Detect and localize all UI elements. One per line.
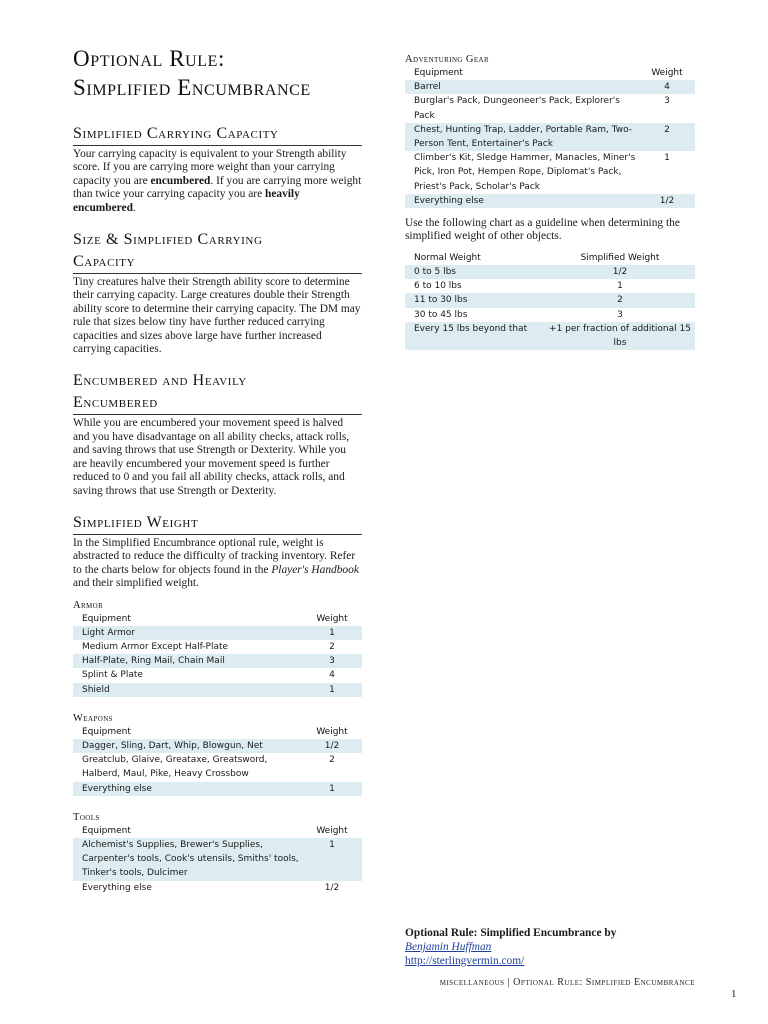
weight-cell: 4 <box>639 80 695 94</box>
table-row <box>405 151 695 194</box>
simplified-weight-column-header: Simplified Weight <box>580 252 660 263</box>
weight-cell: 1 <box>302 838 362 881</box>
item-cell: Medium Armor Except Half-Plate <box>82 641 229 652</box>
armor-table-block <box>73 600 362 697</box>
tools-table-body <box>73 838 362 895</box>
encumbered-heading-line2: Encumbered <box>73 394 158 412</box>
page-title-line2: Simplified Encumbrance <box>73 75 311 100</box>
table-header-row <box>73 612 362 626</box>
capacity-paragraph <box>73 148 362 215</box>
page-number: 1 <box>731 988 737 1000</box>
conversion-table-body <box>405 265 695 350</box>
armor-table-title: Armor <box>73 599 104 611</box>
weight-cell: 4 <box>329 670 335 681</box>
armor-table-body <box>73 626 362 697</box>
weapons-table-block <box>73 713 362 796</box>
encumbered-term: encumbered <box>150 174 211 187</box>
normal-weight-column-header: Normal Weight <box>414 252 481 263</box>
equipment-column-header: Equipment <box>82 726 131 737</box>
table-row <box>73 753 362 781</box>
table-header-row <box>405 251 695 265</box>
armor-table <box>73 612 362 697</box>
table-row <box>73 683 362 697</box>
item-cell: Barrel <box>405 80 639 94</box>
table-header-row <box>73 725 362 739</box>
weight-text-b: and their simplified weight. <box>73 577 199 590</box>
gear-table-title: Adventuring Gear <box>405 54 490 65</box>
size-heading-line1: Size & Simplified Carrying <box>73 231 263 249</box>
website-link[interactable]: http://sterlingvermin.com/ <box>405 955 525 967</box>
weight-cell: 2 <box>329 755 335 766</box>
table-row <box>405 279 695 293</box>
conversion-intro: Use the following chart as a guideline when determining the simplified weight of other objects. <box>405 217 680 243</box>
weapons-table-title: Weapons <box>73 712 113 724</box>
table-row <box>73 640 362 654</box>
equipment-column-header: Equipment <box>82 613 131 624</box>
credit-title: Optional Rule: Simplified Encumbrance by <box>405 927 617 939</box>
weight-heading: Simplified Weight <box>73 512 362 535</box>
capacity-text-b: . If you are carrying more weight than twice your carrying capacity you are <box>73 174 362 201</box>
capacity-heading: Simplified Carrying Capacity <box>73 123 362 146</box>
credit-block <box>405 926 705 968</box>
weight-cell: 1 <box>617 281 623 292</box>
item-cell: Splint & Plate <box>82 670 143 681</box>
footer-doc-title: Optional Rule: Simplified Encumbrance <box>513 977 695 988</box>
page-title-line1: Optional Rule: <box>73 46 226 71</box>
players-handbook-title: Player's Handbook <box>271 563 359 576</box>
weight-cell: 2 <box>329 641 335 652</box>
table-row <box>405 94 695 122</box>
weight-cell: 2 <box>545 293 695 307</box>
gear-table <box>405 66 695 208</box>
item-cell: Chest, Hunting Trap, Ladder, Portable Ram, Two-Person Tent, Entertainer's Pack <box>405 123 639 151</box>
table-row <box>73 782 362 796</box>
table-row <box>405 322 695 350</box>
table-row <box>405 80 695 94</box>
size-section <box>73 229 362 356</box>
item-cell: Burglar's Pack, Dungeoneer's Pack, Explorer's Pack <box>414 96 620 121</box>
size-heading-line2: Capacity <box>73 253 136 271</box>
weapons-table-body <box>73 739 362 796</box>
weight-cell: 1 <box>302 626 362 640</box>
weight-cell: +1 per fraction of additional 15 lbs <box>545 322 695 350</box>
capacity-text-c: . <box>132 201 136 214</box>
table-row <box>405 293 695 307</box>
encumbered-paragraph: While you are encumbered your movement speed is halved and you have disadvantage on all ability checks, attack rolls, and saving throws that use Strength or Dexterity. While you are heavily encumbered your movement speed is further reduced to 0 and you fail all ability checks, attack rolls, and saving throws that use Strength or Dexterity. <box>73 417 350 497</box>
weight-cell: 1/2 <box>324 882 340 893</box>
page-title <box>73 44 362 102</box>
table-row <box>73 838 362 881</box>
item-cell: Everything else <box>82 882 152 893</box>
weight-column-header: Weight <box>316 726 348 737</box>
item-cell: Every 15 lbs beyond that <box>405 322 545 350</box>
item-cell: Everything else <box>405 194 639 208</box>
gear-table-block <box>405 54 695 208</box>
table-header-row <box>405 66 695 80</box>
weight-text-a: In the Simplified Encumbrance optional rule, weight is abstracted to reduce the difficulty of tracking inventory. Refer to the charts below for objects found in the <box>73 536 356 576</box>
weight-cell: 1/2 <box>302 739 362 753</box>
item-cell: Climber's Kit, Sledge Hammer, Manacles, Miner's Pick, Iron Pot, Hempen Rope, Diplomat's Pack, Priest's Pack, Scholar's Pack <box>414 153 636 192</box>
weight-paragraph <box>73 537 362 591</box>
encumbered-section <box>73 370 362 497</box>
weight-column-header: Weight <box>651 68 683 78</box>
table-row <box>405 265 695 279</box>
weight-cell: 1 <box>302 782 362 796</box>
author-link[interactable]: Benjamin Huffman <box>405 941 492 953</box>
item-cell: Dagger, Sling, Dart, Whip, Blowgun, Net <box>73 739 302 753</box>
weight-cell: 3 <box>664 96 670 107</box>
tools-table <box>73 824 362 895</box>
item-cell: Everything else <box>73 782 302 796</box>
item-cell: Light Armor <box>73 626 302 640</box>
item-cell: 0 to 5 lbs <box>405 265 545 279</box>
tools-table-block <box>73 812 362 895</box>
table-row <box>73 881 362 895</box>
equipment-column-header: Equipment <box>82 825 131 836</box>
table-row <box>405 194 695 208</box>
table-row <box>405 308 695 322</box>
encumbered-heading <box>73 370 362 415</box>
item-cell: Alchemist's Supplies, Brewer's Supplies, Carpenter's tools, Cook's utensils, Smiths' tools, Tinker's tools, Dulcimer <box>73 838 302 881</box>
item-cell: 30 to 45 lbs <box>414 309 468 320</box>
table-row <box>73 668 362 682</box>
weight-section <box>73 512 362 591</box>
page-footer <box>405 977 695 988</box>
table-header-row <box>73 824 362 838</box>
size-paragraph: Tiny creatures halve their Strength ability score to determine their carrying capacity. Large creatures double their Strength ability score to determine their carrying capacity. The DM may rule that sizes below tiny have further reduced carrying capacities and sizes above large have further increased carrying capacities. <box>73 276 361 356</box>
table-row <box>73 654 362 668</box>
conversion-table <box>405 251 695 350</box>
left-column <box>73 44 362 911</box>
table-row <box>405 123 695 151</box>
gear-table-body <box>405 80 695 208</box>
weight-cell: 3 <box>617 309 623 320</box>
weight-column-header: Weight <box>316 825 348 836</box>
tools-table-title: Tools <box>73 811 100 823</box>
item-cell: 6 to 10 lbs <box>414 281 462 292</box>
weight-cell: 1/2 <box>545 265 695 279</box>
equipment-column-header: Equipment <box>414 68 463 78</box>
right-column <box>405 54 695 350</box>
capacity-section <box>73 123 362 215</box>
weight-cell: 1 <box>302 683 362 697</box>
weight-cell: 2 <box>639 123 695 151</box>
table-row <box>73 739 362 753</box>
weight-cell: 3 <box>302 654 362 668</box>
footer-category: miscellaneous <box>439 977 505 988</box>
weight-column-header: Weight <box>316 613 348 624</box>
item-cell: Greatclub, Glaive, Greataxe, Greatsword, Halberd, Maul, Pike, Heavy Crossbow <box>82 755 268 780</box>
weight-cell: 1/2 <box>639 194 695 208</box>
item-cell: Half-Plate, Ring Mail, Chain Mail <box>73 654 302 668</box>
footer-separator: | <box>504 977 514 988</box>
table-row <box>73 626 362 640</box>
weight-cell: 1 <box>664 153 670 164</box>
size-heading <box>73 229 362 274</box>
weapons-table <box>73 725 362 796</box>
item-cell: 11 to 30 lbs <box>405 293 545 307</box>
capacity-text-a: Your carrying capacity is equivalent to your Strength ability score. If you are carrying more weight than your carrying capacity you are <box>73 148 347 187</box>
heavily-encumbered-term: heavily encumbered <box>73 188 300 214</box>
encumbered-heading-line1: Encumbered and Heavily <box>73 372 247 390</box>
item-cell: Shield <box>73 683 302 697</box>
